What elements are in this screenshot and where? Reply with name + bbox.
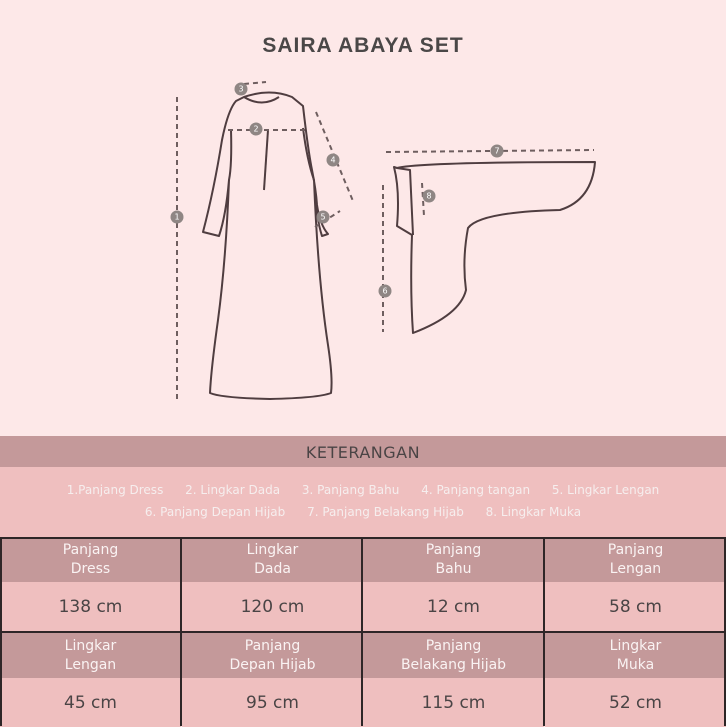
size-value: 138 cm — [58, 596, 123, 617]
hijab-measure-lines — [383, 150, 594, 332]
legend-item: 8. Lingkar Muka — [485, 505, 582, 519]
svg-text:8: 8 — [426, 191, 432, 201]
keterangan-title: KETERANGAN — [305, 443, 421, 462]
marker-4 — [327, 154, 340, 167]
legend-item: 2. Lingkar Dada — [185, 483, 281, 497]
size-cell-panjang-depan-hijab — [182, 633, 363, 727]
legend-row-1 — [0, 483, 726, 497]
size-value: 115 cm — [421, 692, 486, 713]
svg-text:1: 1 — [174, 212, 180, 222]
size-label: Lingkar Lengan — [64, 637, 117, 673]
table-divider — [0, 537, 2, 726]
size-cell-lingkar-lengan — [0, 633, 181, 727]
svg-text:4: 4 — [330, 155, 336, 165]
size-table — [0, 537, 726, 726]
marker-6 — [379, 285, 392, 298]
legend-item: 5. Lingkar Lengan — [551, 483, 660, 497]
front-pleat — [264, 130, 268, 190]
hijab-drawing — [394, 162, 595, 333]
size-cell-lingkar-dada — [182, 537, 363, 631]
size-value: 12 cm — [427, 596, 480, 617]
size-label: Panjang Bahu — [425, 541, 482, 577]
size-value: 58 cm — [609, 596, 662, 617]
size-label: Panjang Depan Hijab — [229, 637, 316, 673]
legend-item: 1.Panjang Dress — [66, 483, 164, 497]
table-divider — [543, 537, 545, 726]
legend-row-2 — [0, 505, 726, 519]
size-cell-lingkar-muka — [545, 633, 726, 727]
size-value: 52 cm — [609, 692, 662, 713]
keterangan-section — [0, 436, 726, 537]
hijab-back-line — [386, 150, 594, 152]
size-label: Panjang Dress — [62, 541, 119, 577]
marker-3 — [235, 83, 248, 96]
size-cell-panjang-belakang-hijab — [363, 633, 544, 727]
size-cell-panjang-lengan — [545, 537, 726, 631]
marker-5 — [317, 211, 330, 224]
legend-item: 4. Panjang tangan — [421, 483, 531, 497]
size-cell-panjang-dress — [0, 537, 181, 631]
svg-text:3: 3 — [238, 84, 244, 94]
size-label: Panjang Lengan — [607, 541, 664, 577]
svg-text:6: 6 — [382, 286, 388, 296]
size-label: Lingkar Muka — [609, 637, 662, 673]
marker-2 — [250, 123, 263, 136]
size-label: Panjang Belakang Hijab — [400, 637, 507, 673]
size-value: 95 cm — [246, 692, 299, 713]
svg-text:2: 2 — [253, 124, 259, 134]
table-divider — [0, 631, 726, 633]
abaya-drawing — [203, 93, 332, 400]
shoulder-line — [244, 82, 266, 84]
svg-text:7: 7 — [494, 146, 500, 156]
size-value: 45 cm — [64, 692, 117, 713]
legend-item: 7. Panjang Belakang Hijab — [307, 505, 464, 519]
marker-7 — [491, 145, 504, 158]
neckline — [244, 97, 279, 103]
legend-item: 6. Panjang Depan Hijab — [144, 505, 286, 519]
sleeve-seam-left — [229, 130, 231, 180]
table-divider — [361, 537, 363, 726]
legend-item: 3. Panjang Bahu — [301, 483, 400, 497]
marker-1 — [171, 211, 184, 224]
size-value: 120 cm — [240, 596, 305, 617]
hijab-outline — [394, 162, 595, 333]
hijab-fold — [397, 168, 413, 235]
table-divider — [180, 537, 182, 726]
table-divider — [0, 537, 726, 539]
marker-8 — [423, 190, 436, 203]
size-cell-panjang-bahu — [363, 537, 544, 631]
size-label: Lingkar Dada — [246, 541, 299, 577]
dress-measure-lines — [177, 82, 353, 400]
svg-text:5: 5 — [320, 212, 326, 222]
page-title: SAIRA ABAYA SET — [262, 34, 464, 57]
